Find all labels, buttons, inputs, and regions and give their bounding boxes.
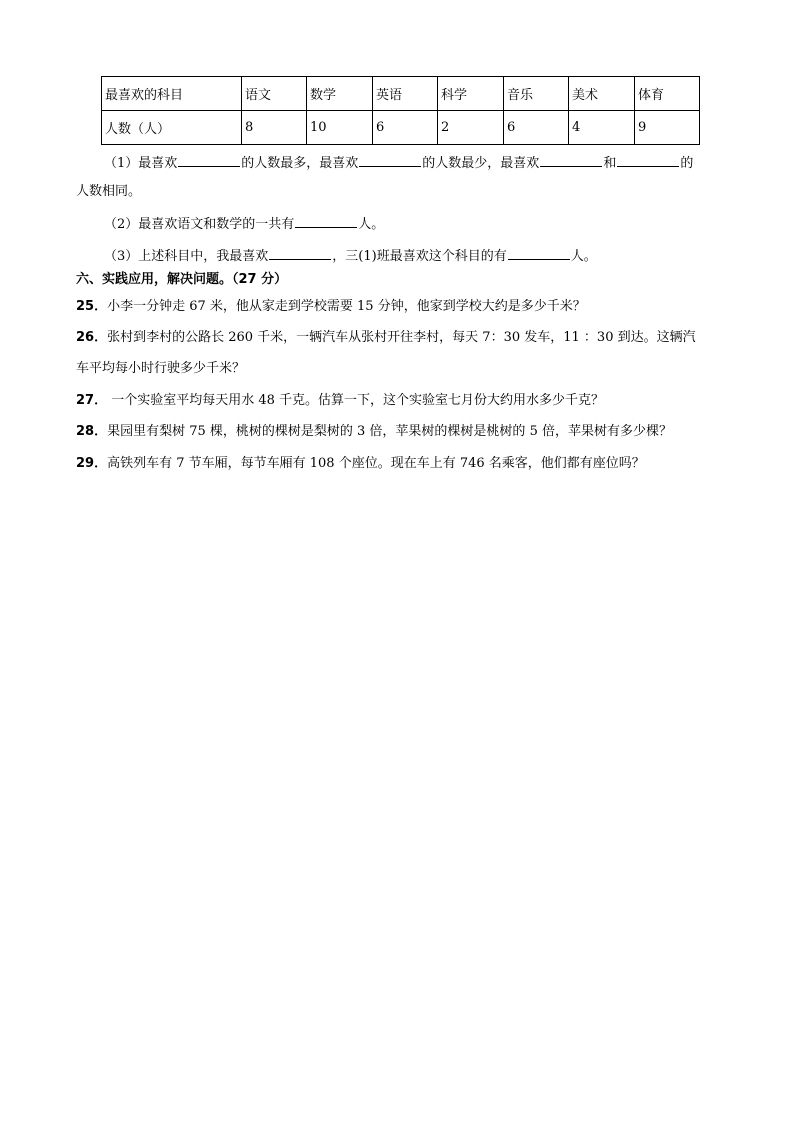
problem-number: 25．: [76, 299, 108, 314]
answer-blank[interactable]: [269, 246, 331, 260]
section-6-heading: 六、实践应用，解决问题。（27 分）: [76, 272, 288, 287]
count-cell: 10: [307, 111, 373, 145]
subject-cell: 数学: [307, 77, 373, 111]
problem-27: [76, 392, 604, 410]
table-header-cell: 最喜欢的科目: [102, 77, 242, 111]
problem-text: 高铁列车有 7 节车厢，每节车厢有 108 个座位。现在车上有 746 名乘客，他们都有座位吗？: [107, 456, 645, 471]
answer-blank[interactable]: [178, 153, 240, 167]
problem-number: 28．: [76, 424, 108, 439]
table-row-subjects: [102, 77, 700, 111]
count-cell: 9: [635, 111, 700, 145]
question-3-line: （3）上述科目中，我最喜欢 ，三(1)班最喜欢这个科目的有 人。: [104, 246, 597, 266]
problem-29: [76, 455, 645, 473]
problem-26-continuation: 车平均每小时行驶多少千米？: [76, 361, 246, 376]
problem-number: 29．: [76, 456, 108, 471]
table-header-cell: 人数（人）: [102, 111, 242, 145]
subject-cell: 美术: [569, 77, 635, 111]
problem-28: [76, 423, 672, 441]
problem-text: 张村到李村的公路长 260 千米，一辆汽车从张村开往李村，每天 7：30 发车，11 ：30 到达。这辆汽: [107, 330, 696, 345]
subject-cell: 英语: [373, 77, 438, 111]
count-cell: 6: [373, 111, 438, 145]
question-1-line: （1）最喜欢 的人数最多，最喜欢 的人数最少，最喜欢 和 的: [104, 153, 693, 173]
answer-blank[interactable]: [359, 153, 421, 167]
problem-number: 27．: [76, 393, 108, 408]
answer-blank[interactable]: [540, 153, 602, 167]
answer-blank[interactable]: [617, 153, 679, 167]
count-cell: 6: [504, 111, 569, 145]
subject-cell: 体育: [635, 77, 700, 111]
table-row-counts: [102, 111, 700, 145]
question-2-line: （2）最喜欢语文和数学的一共有 人。: [104, 214, 384, 234]
count-cell: 4: [569, 111, 635, 145]
favorite-subject-table: [101, 76, 700, 145]
count-cell: 8: [242, 111, 307, 145]
subject-cell: 科学: [438, 77, 504, 111]
answer-blank[interactable]: [295, 214, 357, 228]
problem-text: 小李一分钟走 67 米，他从家走到学校需要 15 分钟，他家到学校大约是多少千米？: [107, 299, 586, 314]
subject-cell: 语文: [242, 77, 307, 111]
subject-cell: 音乐: [504, 77, 569, 111]
problem-25: [76, 298, 586, 316]
problem-text: 果园里有梨树 75 棵，桃树的棵树是梨树的 3 倍，苹果树的棵树是桃树的 5 倍，苹果树有多少棵？: [107, 424, 672, 439]
question-1-continuation: 人数相同。: [76, 184, 142, 199]
count-cell: 2: [438, 111, 504, 145]
problem-26: [76, 329, 696, 347]
answer-blank[interactable]: [508, 246, 570, 260]
problem-number: 26．: [76, 330, 108, 345]
problem-text: 一个实验室平均每天用水 48 千克。估算一下，这个实验室七月份大约用水多少千克？: [107, 393, 605, 408]
